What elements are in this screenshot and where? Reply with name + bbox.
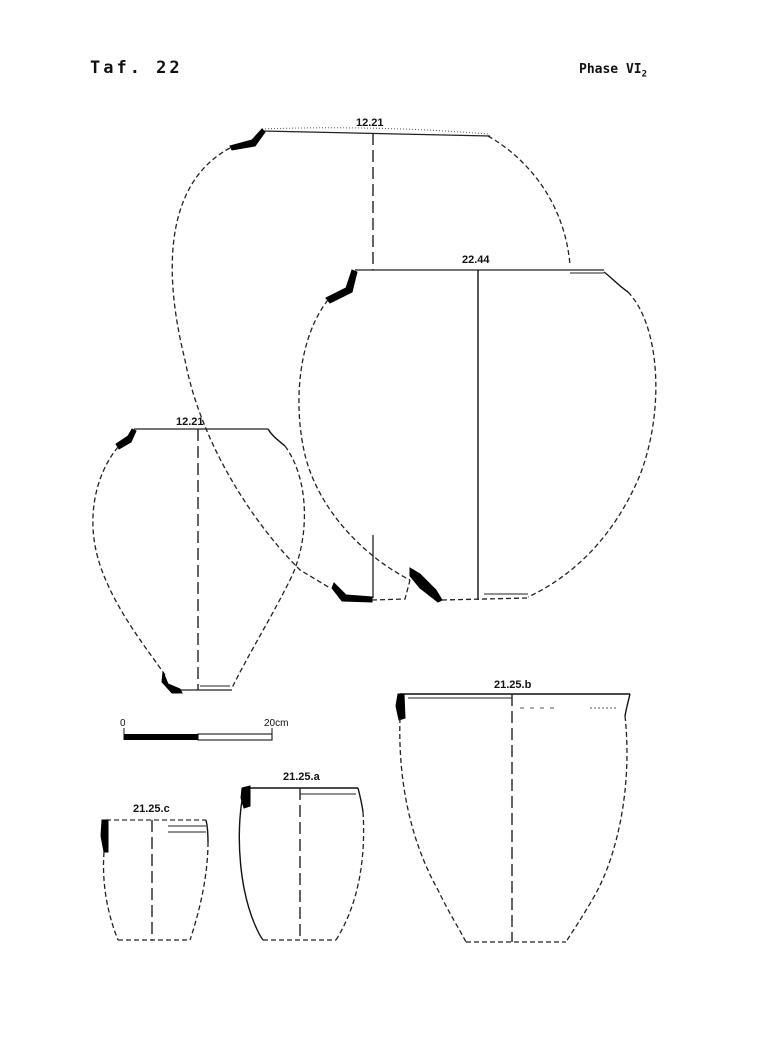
rim-sherd bbox=[241, 786, 250, 808]
vessel-label: 21.25.a bbox=[283, 771, 320, 783]
scale-segment-empty bbox=[198, 734, 272, 740]
scale-bar bbox=[120, 718, 288, 740]
rim-sherd bbox=[116, 429, 136, 449]
right-shoulder bbox=[358, 788, 363, 812]
right-shoulder bbox=[625, 694, 630, 716]
phase-text: Phase VI bbox=[579, 62, 642, 77]
vessel-21-25-c bbox=[101, 803, 208, 940]
vessel-22-44 bbox=[299, 254, 656, 600]
base-sherd-left bbox=[332, 583, 372, 602]
vessel-label: 21.25.c bbox=[133, 803, 170, 815]
right-profile bbox=[232, 446, 304, 688]
left-profile bbox=[172, 148, 330, 588]
right-profile bbox=[566, 716, 627, 942]
rim-sherd bbox=[326, 270, 357, 303]
right-profile bbox=[336, 812, 364, 940]
right-profile bbox=[190, 842, 208, 940]
rim-sherd bbox=[101, 820, 108, 852]
left-profile bbox=[239, 800, 263, 940]
left-profile bbox=[299, 300, 410, 580]
vessel-21-25-b bbox=[396, 679, 630, 942]
base-profile bbox=[442, 598, 528, 600]
left-profile bbox=[93, 447, 165, 675]
right-profile bbox=[488, 136, 570, 265]
vessel-label: 12.21 bbox=[356, 117, 384, 129]
vessel-label: 21.25.b bbox=[494, 679, 532, 691]
base-sherd bbox=[162, 672, 182, 693]
base-profile bbox=[372, 580, 410, 600]
vessel-label: 12.21 bbox=[176, 416, 204, 428]
plate-number: Taf. 22 bbox=[90, 58, 183, 78]
vessel-21-25-a bbox=[239, 771, 363, 940]
right-shoulder bbox=[604, 272, 628, 292]
right-profile bbox=[528, 292, 656, 597]
scale-segment-filled bbox=[124, 734, 198, 740]
base-sherd-right bbox=[410, 568, 442, 602]
rim-sherd bbox=[396, 694, 405, 720]
left-profile bbox=[400, 718, 466, 942]
rim-sherd bbox=[230, 129, 265, 150]
vessel-12-21-large bbox=[172, 117, 570, 602]
scale-end-label: 20cm bbox=[264, 718, 289, 729]
right-shoulder bbox=[206, 820, 208, 842]
rim-line bbox=[262, 131, 490, 136]
vessel-12-21-small bbox=[93, 416, 305, 693]
vessel-label: 22.44 bbox=[462, 254, 490, 266]
left-profile bbox=[104, 852, 118, 940]
phase-subscript: 2 bbox=[641, 69, 648, 80]
scale-start-label: 0 bbox=[120, 718, 126, 729]
right-shoulder bbox=[268, 429, 285, 446]
